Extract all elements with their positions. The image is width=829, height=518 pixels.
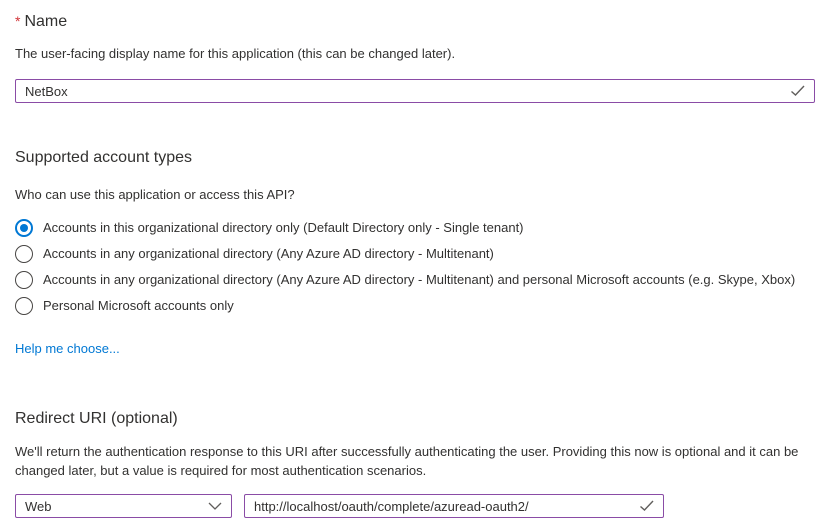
- account-type-radio-group: [15, 215, 815, 319]
- name-section-title: [15, 11, 815, 32]
- platform-select[interactable]: [15, 494, 232, 518]
- chevron-down-icon: [208, 502, 222, 510]
- radio-multitenant[interactable]: [15, 241, 815, 267]
- radio-multitenant-personal[interactable]: [15, 267, 815, 293]
- redirect-uri-title: Redirect URI (optional): [15, 410, 178, 427]
- account-types-question: Who can use this application or access this API?: [15, 187, 295, 202]
- account-types-title: Supported account types: [15, 149, 193, 166]
- name-description: The user-facing display name for this application (this can be changed later).: [15, 46, 456, 61]
- valid-check-icon: [639, 500, 655, 512]
- radio-label: Accounts in this organizational directory only (Default Directory only - Single tenant): [43, 220, 524, 235]
- radio-button-icon: [15, 219, 33, 237]
- redirect-uri-input-container: [244, 494, 664, 518]
- supported-account-types-section: [15, 147, 815, 358]
- name-section: [15, 11, 815, 103]
- name-input[interactable]: [16, 80, 814, 102]
- radio-label: Accounts in any organizational directory (Any Azure AD directory - Multitenant): [43, 246, 494, 261]
- platform-select-value: Web: [25, 498, 52, 514]
- redirect-uri-input[interactable]: [245, 495, 663, 517]
- radio-button-icon: [15, 245, 33, 263]
- help-me-choose-link[interactable]: Help me choose...: [15, 341, 120, 356]
- required-asterisk: *: [15, 13, 21, 29]
- radio-label: Accounts in any organizational directory (Any Azure AD directory - Multitenant) and personal Microsoft accounts (e.g. Skype, Xbox): [43, 272, 796, 287]
- name-title-text: Name: [24, 13, 68, 30]
- name-input-container: [15, 79, 815, 103]
- radio-label: Personal Microsoft accounts only: [43, 298, 234, 313]
- redirect-uri-description: We'll return the authentication response to this URI after successfully authenticating the user. Providing this now is optional and it can be changed later, but a value is required for most authentication scenarios.: [15, 444, 799, 478]
- radio-personal-only[interactable]: [15, 293, 815, 319]
- valid-check-icon: [790, 85, 806, 97]
- redirect-uri-controls: [15, 494, 815, 518]
- radio-single-tenant[interactable]: [15, 215, 815, 241]
- radio-button-icon: [15, 271, 33, 289]
- redirect-uri-section: [15, 408, 815, 518]
- radio-button-icon: [15, 297, 33, 315]
